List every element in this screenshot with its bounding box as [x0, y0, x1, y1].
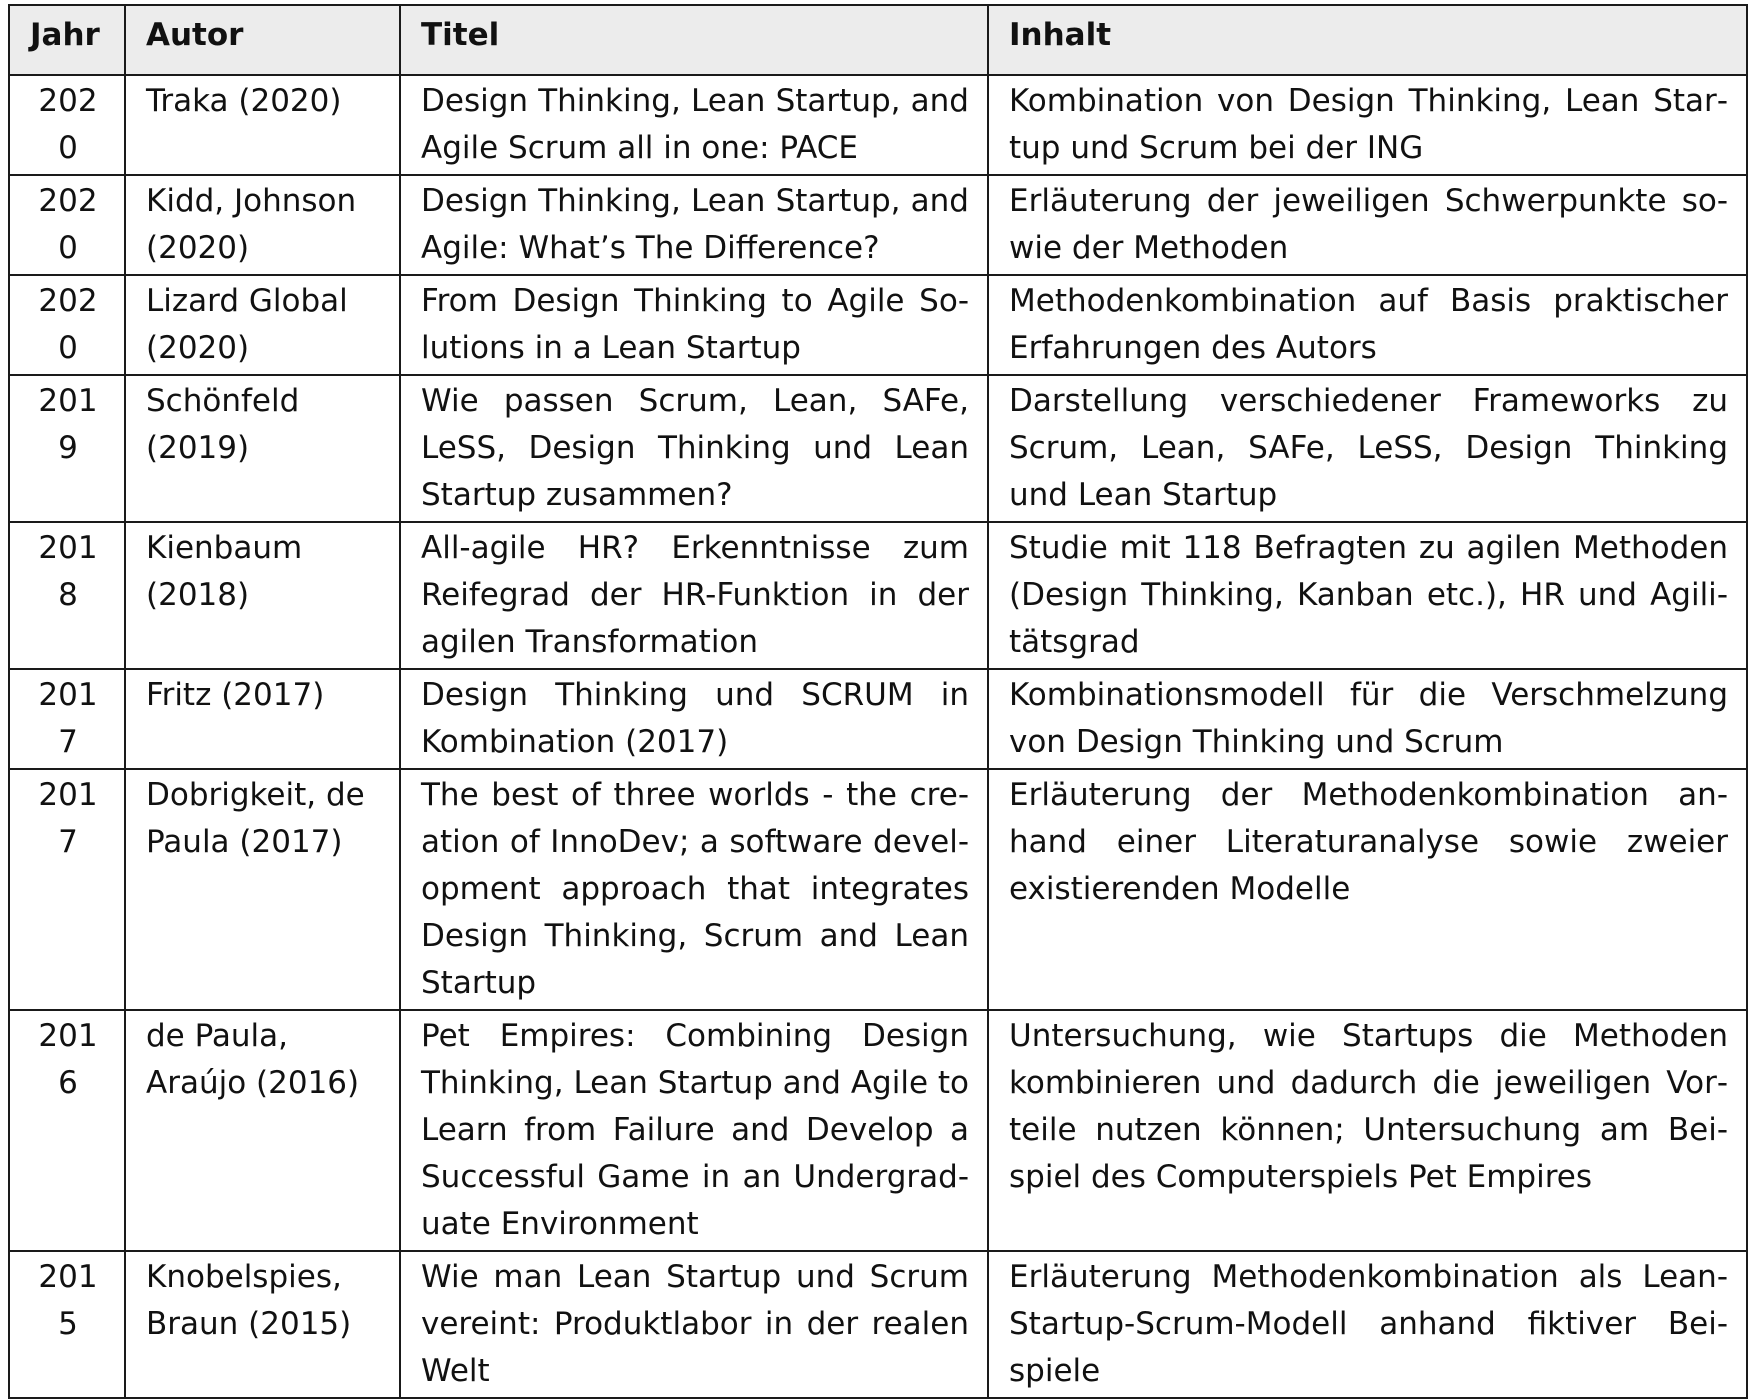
cell-author: Knobelspies, Braun (2015) — [125, 1251, 400, 1398]
table-row — [9, 275, 1747, 375]
cell-title: Design Thinking, Lean Startup, and Agile Scrum all in one: PACE — [400, 75, 988, 175]
cell-content: Erläuterung der Methodenkombination anhand einer Literaturanalyse sowie zweier existierenden Modelle — [988, 769, 1747, 1010]
cell-year: 2020 — [9, 175, 125, 275]
table-row — [9, 375, 1747, 522]
header-author: Autor — [125, 5, 400, 75]
header-content: Inhalt — [988, 5, 1747, 75]
cell-content: Erläuterung der jeweiligen Schwerpunkte sowie der Methoden — [988, 175, 1747, 275]
literature-table — [8, 4, 1748, 1399]
cell-year: 2020 — [9, 275, 125, 375]
cell-title: Wie man Lean Startup und Scrum vereint: Produktlabor in der realen Welt — [400, 1251, 988, 1398]
cell-title: Wie passen Scrum, Lean, SAFe, LeSS, Design Thinking und Lean Startup zusammen? — [400, 375, 988, 522]
cell-author: Traka (2020) — [125, 75, 400, 175]
cell-content: Kombination von Design Thinking, Lean Startup und Scrum bei der ING — [988, 75, 1747, 175]
cell-author: Dobrigkeit, de Paula (2017) — [125, 769, 400, 1010]
cell-content: Methodenkombination auf Basis praktischer Erfahrungen des Autors — [988, 275, 1747, 375]
cell-title: From Design Thinking to Agile Solutions in a Lean Startup — [400, 275, 988, 375]
table-row — [9, 522, 1747, 669]
cell-title: Design Thinking und SCRUM in Kombination (2017) — [400, 669, 988, 769]
cell-title: Design Thinking, Lean Startup, and Agile: What’s The Difference? — [400, 175, 988, 275]
cell-year: 2016 — [9, 1010, 125, 1251]
cell-year: 2017 — [9, 769, 125, 1010]
cell-author: de Paula, Araújo (2016) — [125, 1010, 400, 1251]
cell-content: Studie mit 118 Befragten zu agilen Methoden (Design Thinking, Kanban etc.), HR und Agilitätsgrad — [988, 522, 1747, 669]
table-row — [9, 75, 1747, 175]
cell-author: Schönfeld (2019) — [125, 375, 400, 522]
cell-title: Pet Empires: Combining Design Thinking, Lean Startup and Agile to Learn from Failure and Develop a Successful Game in an Undergraduate Environment — [400, 1010, 988, 1251]
cell-content: Untersuchung, wie Startups die Methoden kombinieren und dadurch die jeweiligen Vorteile nutzen können; Untersuchung am Beispiel des Computerspiels Pet Empires — [988, 1010, 1747, 1251]
cell-author: Kidd, Johnson (2020) — [125, 175, 400, 275]
table-row — [9, 669, 1747, 769]
cell-title: All-agile HR? Erkenntnisse zum Reifegrad der HR-Funktion in der agilen Transformation — [400, 522, 988, 669]
cell-year: 2018 — [9, 522, 125, 669]
cell-author: Kienbaum (2018) — [125, 522, 400, 669]
table-row — [9, 769, 1747, 1010]
header-title: Titel — [400, 5, 988, 75]
header-year: Jahr — [9, 5, 125, 75]
cell-year: 2019 — [9, 375, 125, 522]
cell-content: Darstellung verschiedener Frameworks zu Scrum, Lean, SAFe, LeSS, Design Thinking und Lean Startup — [988, 375, 1747, 522]
cell-author: Lizard Global (2020) — [125, 275, 400, 375]
header-row — [9, 5, 1747, 75]
cell-content: Erläuterung Methodenkombination als Lean-Startup-Scrum-Modell anhand fiktiver Beispiele — [988, 1251, 1747, 1398]
cell-title: The best of three worlds - the creation of InnoDev; a software development approach that integrates Design Thinking, Scrum and Lean Startup — [400, 769, 988, 1010]
cell-year: 2017 — [9, 669, 125, 769]
cell-content: Kombinationsmodell für die Verschmelzung von Design Thinking und Scrum — [988, 669, 1747, 769]
cell-author: Fritz (2017) — [125, 669, 400, 769]
cell-year: 2020 — [9, 75, 125, 175]
table-row — [9, 1251, 1747, 1398]
table-row — [9, 1010, 1747, 1251]
table-row — [9, 175, 1747, 275]
cell-year: 2015 — [9, 1251, 125, 1398]
